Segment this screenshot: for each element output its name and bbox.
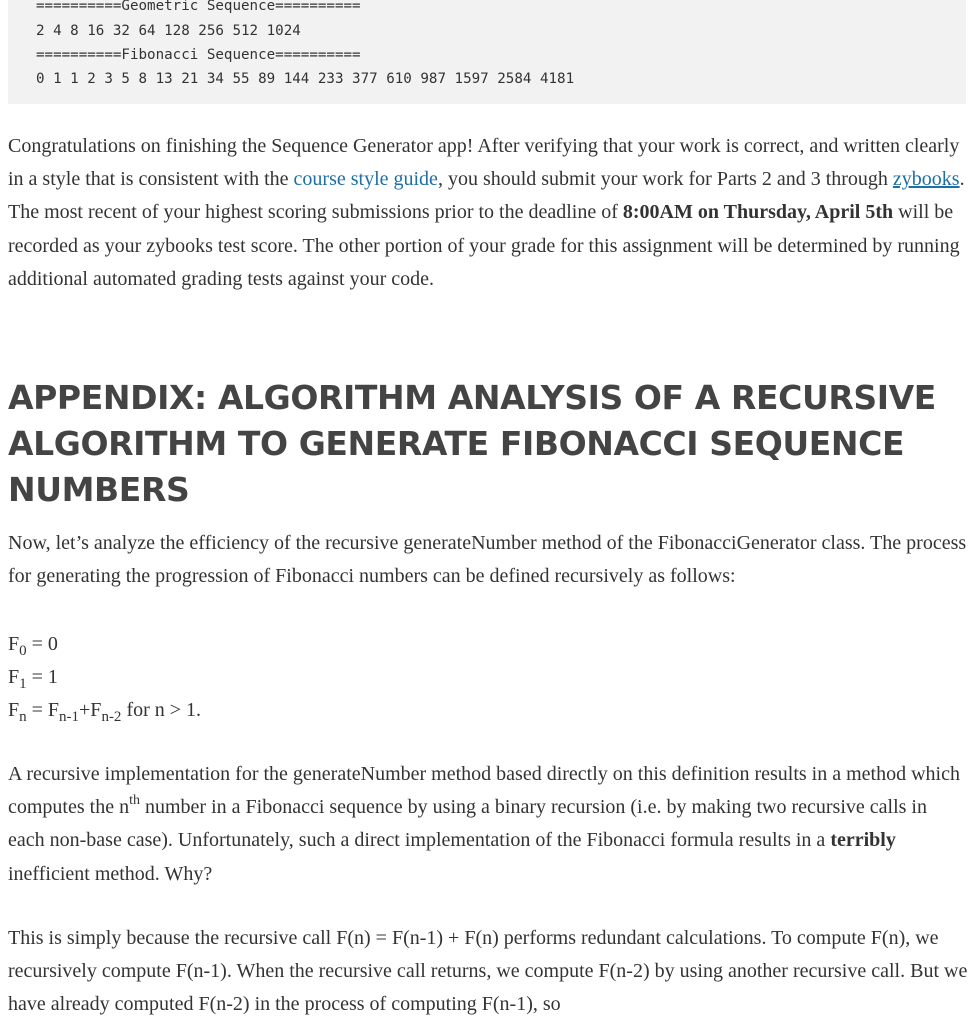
- formula-f0: $F_0 = 0$: [8, 633, 58, 659]
- course-style-guide-link[interactable]: course style guide: [293, 168, 438, 191]
- zybooks-link[interactable]: zybooks: [892, 168, 960, 191]
- deadline-text: 8:00AM on Thursday, April 5th: [622, 201, 894, 224]
- fibonacci-header: ==========Fibonacci Sequence==========: [36, 47, 361, 63]
- formula-f1: $F_1 = 1$: [8, 666, 58, 692]
- redundant-calculation-paragraph: This is simply because the recursive call F(n) = F(n-1) + F(n) performs redundant calculations. To compute F(n), we recursively compute F(n-1). When the recursive call returns, we compute F(n-2) by using another recursive call. But we have already computed F(n-2) in the process of computing F(n-1), so: [8, 927, 968, 1016]
- geometric-values: 2 4 8 16 32 64 128 256 512 1024: [36, 23, 301, 39]
- analysis-intro-paragraph: Now, let’s analyze the efficiency of the recursive generateNumber method of the FibonacciGenerator class. The process for generating the progression of Fibonacci numbers can be defined recursively as follows:: [8, 532, 967, 588]
- fibonacci-values: 0 1 1 2 3 5 8 13 21 34 55 89 144 233 377 610 987 1597 2584 4181: [36, 71, 575, 87]
- recursive-implementation-paragraph: A recursive implementation for the generateNumber method based directly on this definition results in a method which computes the $n^{th}$ number in a Fibonacci sequence by using a binary recursion (i.e. by making two recursive calls in each non-base case). Unfortunately, such a direct implementation of the Fibonacci formula results in a terribly inefficient method. Why?: [8, 763, 960, 885]
- console-output-block: [8, 0, 966, 104]
- appendix-heading: APPENDIX: ALGORITHM ANALYSIS OF A RECURSIVE ALGORITHM TO GENERATE FIBONACCI SEQUENCE NUMBERS: [8, 378, 936, 509]
- submission-paragraph: Congratulations on finishing the Sequence Generator app! After verifying that your work is correct, and written clearly in a style that is consistent with the course style guide, you should submit your work for Parts 2 and 3 through zybooks. The most recent of your highest scoring submissions prior to the deadline of 8:00AM on Thursday, April 5th will be recorded as your zybooks test score. The other portion of your grade for this assignment will be determined by running additional automated grading tests against your code.: [8, 135, 965, 290]
- geometric-header: ==========Geometric Sequence==========: [36, 0, 361, 14]
- terribly-emphasis: terribly: [830, 829, 896, 852]
- formula-fn: $F_n = F_{n-1}+F_{n-2}$ for n > 1.: [8, 699, 202, 725]
